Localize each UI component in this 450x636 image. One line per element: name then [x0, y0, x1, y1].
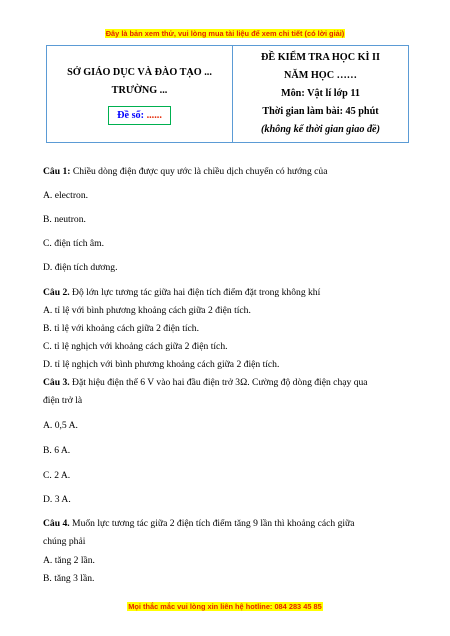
- question-3: [43, 377, 368, 389]
- exam-code-box: [108, 106, 171, 125]
- header-right-cell: [233, 46, 408, 142]
- school-year: NĂM HỌC ……: [283, 70, 357, 81]
- exam-title: ĐỀ KIỂM TRA HỌC KÌ II: [261, 52, 380, 63]
- exam-header: [46, 45, 409, 143]
- question-text: Đặt hiệu điện thế 6 V vào hai đầu điện trở 3Ω. Cường độ dòng điện chạy qua: [69, 377, 368, 388]
- question-label: Câu 4.: [43, 518, 70, 529]
- option: D. điện tích dương.: [43, 262, 118, 273]
- option: B. tăng 3 lần.: [43, 573, 95, 584]
- exam-code-value: ......: [146, 109, 162, 121]
- time-limit: Thời gian làm bài: 45 phút: [262, 106, 379, 117]
- option: A. 0,5 A.: [43, 420, 78, 431]
- question-label: Câu 1:: [43, 166, 71, 177]
- question-label: Câu 3.: [43, 377, 70, 388]
- question-text: Độ lớn lực tương tác giữa hai điện tích điểm đặt trong không khí: [69, 287, 321, 298]
- option: A. electron.: [43, 190, 89, 201]
- option: B. tỉ lệ với khoảng cách giữa 2 điện tích.: [43, 323, 200, 334]
- option: C. tỉ lệ nghịch với khoảng cách giữa 2 điện tích.: [43, 341, 228, 352]
- option: B. neutron.: [43, 214, 86, 225]
- question-2: [43, 287, 320, 299]
- question-4: [43, 518, 355, 530]
- option: A. tỉ lệ với bình phương khoảng cách giữa 2 điện tích.: [43, 305, 251, 316]
- option: C. điện tích âm.: [43, 238, 105, 249]
- option: D. tỉ lệ nghịch với bình phương khoảng cách giữa 2 điện tích.: [43, 359, 280, 370]
- preview-banner: Đây là bản xem thử, vui lòng mua tài liệu để xem chi tiết (có lời giải): [105, 29, 345, 38]
- hotline-banner: Mọi thắc mắc vui lòng xin liên hệ hotline: 084 283 45 85: [128, 602, 322, 611]
- question-label: Câu 2.: [43, 287, 70, 298]
- time-note: (không kể thời gian giao đề): [261, 124, 380, 135]
- option: B. 6 A.: [43, 445, 71, 456]
- question-text-continued: điện trở là: [43, 395, 83, 406]
- option: C. 2 A.: [43, 470, 71, 481]
- question-text: Muốn lực tương tác giữa 2 điện tích điểm tăng 9 lần thì khoảng cách giữa: [69, 518, 355, 529]
- question-text-continued: chúng phải: [43, 536, 86, 547]
- question-1: [43, 166, 327, 178]
- department-name: SỞ GIÁO DỤC VÀ ĐÀO TẠO ...: [67, 66, 212, 78]
- school-name: TRƯỜNG ...: [111, 84, 168, 96]
- question-text: Chiều dòng điện được quy ước là chiều dịch chuyển có hướng của: [70, 166, 328, 177]
- header-left-cell: [47, 46, 233, 142]
- option: D. 3 A.: [43, 494, 71, 505]
- subject: Môn: Vật lí lớp 11: [280, 88, 361, 99]
- exam-code-label: Đề số:: [117, 109, 147, 121]
- option: A. tăng 2 lần.: [43, 555, 95, 566]
